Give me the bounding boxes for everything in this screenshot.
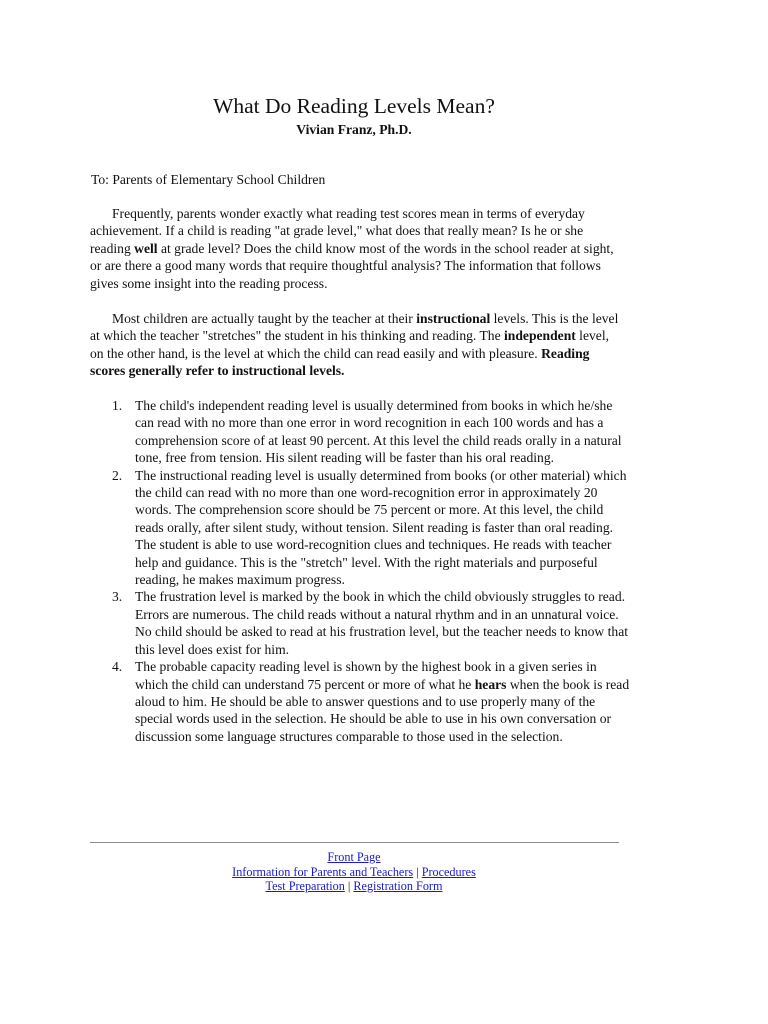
- footer-row-1: [0, 850, 708, 865]
- footer-row-2: [0, 865, 708, 880]
- list-number: 3.: [112, 589, 123, 605]
- intro-text-1: Frequently, parents wonder exactly what reading test scores mean in terms of everyday achievement. If a child is reading "at grade level," what does that really mean? Is he or she reading: [90, 206, 585, 256]
- list-item-text: [135, 659, 629, 744]
- levels-text-2: levels. This is the level at which the teacher "stretches" the student in his thinking and reading. The: [90, 311, 619, 344]
- registration-form-link[interactable]: Registration Form: [353, 879, 443, 893]
- list-item: [90, 588, 630, 658]
- author-name: Vivian Franz, Ph.D.: [296, 122, 412, 137]
- list-item: [90, 397, 630, 467]
- footer-separator: |: [347, 879, 351, 893]
- procedures-link[interactable]: Procedures: [421, 864, 476, 879]
- page-title: What Do Reading Levels Mean?: [213, 94, 495, 118]
- list-item: [90, 467, 630, 589]
- intro-text-2: at grade level? Does the child know most of the words in the school reader at sight, or are there a good many words that require thoughtful analysis? The information that follows gives some insight into the reading process.: [90, 240, 614, 291]
- footer-divider: [90, 842, 619, 843]
- intro-bold-well: well: [134, 240, 158, 256]
- info-parents-teachers-link[interactable]: Information for Parents and Teachers: [232, 864, 414, 879]
- list-number: 4.: [112, 659, 123, 675]
- list-number: 2.: [112, 467, 123, 483]
- footer-separator: |: [416, 864, 419, 879]
- salutation: To: Parents of Elementary School Children: [91, 172, 326, 187]
- reading-levels-list: [90, 397, 630, 745]
- levels-text-3: level, on the other hand, is the level at which the child can read easily and with pleasure.: [90, 328, 609, 361]
- list-item-text: The instructional reading level is usually determined from books (or other material) which the child can read with no more than one word-recognition error in approximately 20 words. The comprehension score should be 75 percent or more. At this level, the child reads orally, after silent study, without tension. Silent reading is faster than oral reading. The student is able to use word-recognition clues and techniques. He reads with teacher help and guidance. This is the "stretch" level. With the right materials and purposeful reading, he makes maximum progress.: [135, 467, 627, 588]
- levels-text-1: Most children are actually taught by the teacher at their: [112, 311, 417, 326]
- intro-paragraph: [90, 205, 624, 292]
- list-item-text-1: The probable capacity reading level is shown by the highest book in a given series in which the child can understand 75 percent or more of what he: [135, 659, 597, 692]
- list-item-text: The frustration level is marked by the book in which the child obviously struggles to read. Errors are numerous. The child reads without a natural rhythm and in an unnatural voice. No child should be asked to read at his frustration level, but the teacher needs to know that this level does exist for him.: [135, 589, 629, 657]
- list-item-text: The child's independent reading level is usually determined from books in which he/she can read with no more than one error in word recognition in each 100 words and has a comprehension score of at least 90 percent. At this level the child reads orally in a natural tone, free from tension. His silent reading will be faster than his oral reading.: [135, 398, 622, 466]
- list-item: [90, 658, 630, 745]
- list-number: 1.: [112, 398, 123, 413]
- front-page-link[interactable]: Front Page: [327, 850, 381, 864]
- levels-paragraph: [90, 310, 624, 380]
- levels-bold-independent: independent: [504, 328, 576, 344]
- footer-row-3: [0, 879, 708, 894]
- list-item-text-2: when the book is read aloud to him. He should be able to answer questions and to use properly many of the special words used in the selection. He should be able to use in his own conversation or discussion some language structures comparable to those used in the selection.: [135, 676, 630, 744]
- list-item-bold-hears: hears: [474, 676, 507, 692]
- test-preparation-link[interactable]: Test Preparation: [265, 879, 345, 893]
- levels-bold-instructional: instructional: [416, 311, 491, 326]
- footer-nav: [0, 850, 708, 894]
- levels-bold-summary: Reading scores generally refer to instructional levels.: [90, 345, 590, 379]
